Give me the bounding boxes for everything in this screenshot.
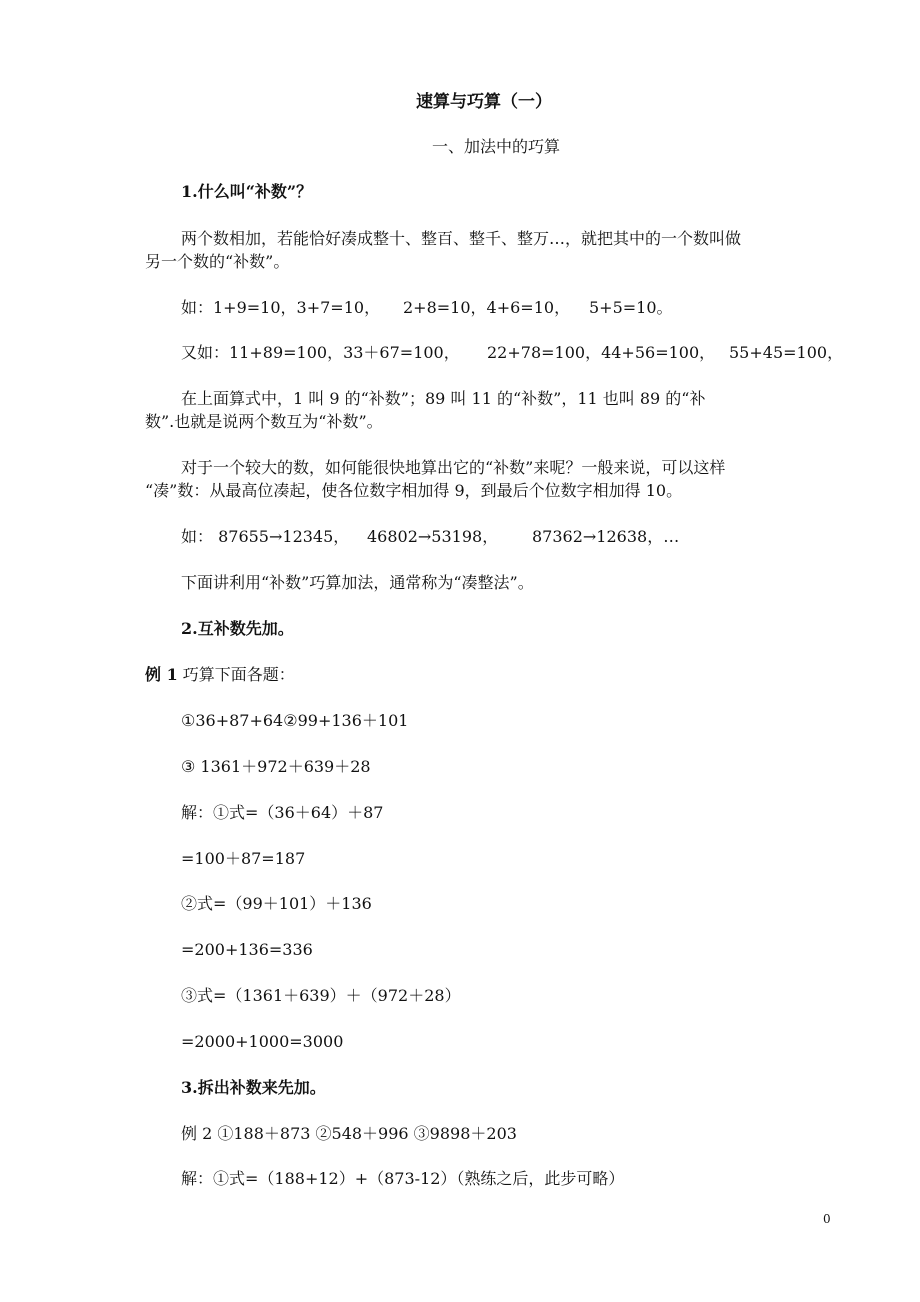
example-1-text: 巧算下面各题： — [177, 665, 295, 684]
section-heading: 一、加法中的巧算 — [432, 137, 561, 156]
document-title: 速算与巧算（一） — [416, 92, 552, 112]
paragraph-1-line-1: 两个数相加，若能恰好凑成整十、整百、整千、整万…，就把其中的一个数叫做 — [181, 229, 742, 248]
heading-3: 3.拆出补数来先加。 — [181, 1078, 326, 1097]
solution-line-4: =200+136=336 — [181, 940, 313, 959]
example-line-3c: 87362→12638，… — [532, 527, 680, 546]
example-2-solution: 解：①式=（188+12）+（873-12）（熟练之后，此步可略） — [181, 1169, 625, 1188]
example-line-2b: 22+78=100，44+56=100， — [487, 343, 716, 362]
heading-1: 1.什么叫“补数”？ — [181, 182, 313, 201]
solution-line-6: =2000+1000=3000 — [181, 1032, 344, 1051]
example-line-3a: 如： 87655→12345， — [181, 527, 350, 546]
example-line-1b: 2+8=10，4+6=10， — [403, 298, 571, 317]
solution-line-1: 解：①式=（36＋64）＋87 — [181, 803, 384, 822]
example-2-line: 例 2 ①188＋873 ②548＋996 ③9898＋203 — [181, 1124, 517, 1143]
example-line-2a: 又如：11+89=100，33＋67=100， — [181, 343, 460, 362]
example-1-label: 例 1 — [145, 665, 178, 684]
paragraph-1-line-2: 另一个数的“补数”。 — [145, 252, 290, 271]
example-line-1a: 如：1+9=10，3+7=10， — [181, 298, 381, 317]
paragraph-4: 下面讲利用“补数”巧算加法，通常称为“凑整法”。 — [181, 573, 534, 592]
solution-line-3: ②式=（99＋101）＋136 — [181, 894, 372, 913]
example-1-question-2: ③ 1361＋972＋639＋28 — [181, 757, 371, 776]
example-1-line — [145, 664, 295, 686]
solution-line-5: ③式=（1361＋639）＋（972＋28） — [181, 986, 461, 1005]
solution-line-2: =100＋87=187 — [181, 849, 306, 868]
page-number: 0 — [823, 1212, 831, 1226]
example-line-3b: 46802→53198， — [367, 527, 499, 546]
paragraph-2-line-2: 数”.也就是说两个数互为“补数”。 — [145, 412, 383, 431]
example-line-1c: 5+5=10。 — [589, 298, 673, 317]
example-1-question-1: ①36+87+64②99+136＋101 — [181, 711, 409, 730]
heading-2: 2.互补数先加。 — [181, 619, 294, 638]
paragraph-3-line-1: 对于一个较大的数，如何能很快地算出它的“补数”来呢？一般来说，可以这样 — [181, 458, 726, 477]
paragraph-3-line-2: “凑”数：从最高位凑起，使各位数字相加得 9，到最后个位数字相加得 10。 — [145, 481, 683, 500]
paragraph-2-line-1: 在上面算式中，1 叫 9 的“补数”；89 叫 11 的“补数”，11 也叫 89 的“补 — [181, 389, 706, 408]
example-line-2c: 55+45=100， — [729, 343, 844, 362]
